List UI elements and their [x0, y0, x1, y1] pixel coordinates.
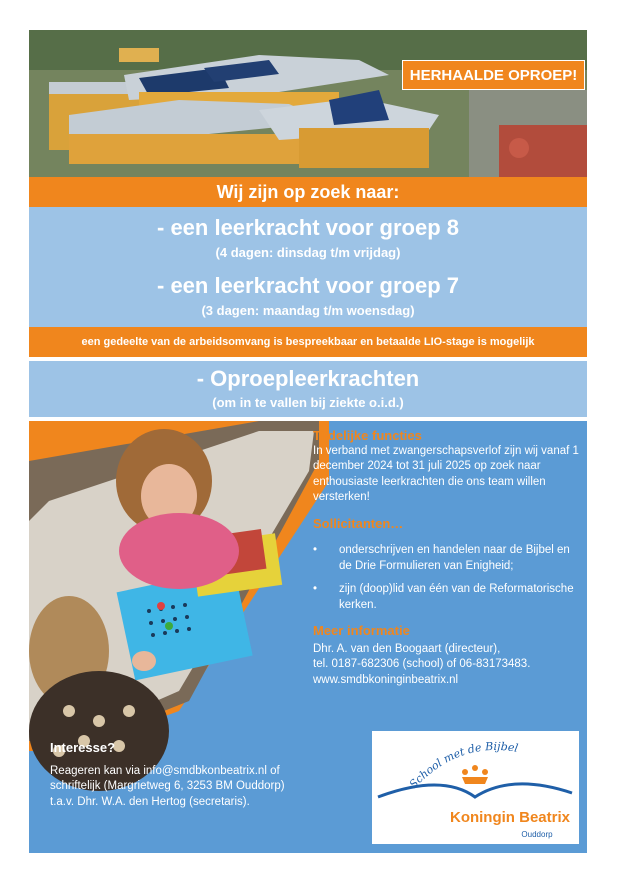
contact-phone: tel. 0187-682306 (school) of 06-83173483.: [313, 658, 531, 670]
looking-for-heading: Wij zijn op zoek naar:: [29, 177, 587, 207]
position-subtitle: (3 dagen: maandag t/m woensdag): [201, 303, 415, 318]
oproep-subtitle: (om in te vallen bij ziekte o.i.d.): [212, 395, 404, 410]
info-column: [313, 428, 581, 688]
logo-arc-text: School met de Bijbel: [406, 739, 520, 791]
requirement-item: • onderschrijven en handelen naar de Bijbel en de Drie Formulieren van Enigheid;: [313, 543, 581, 574]
position-title: - een leerkracht voor groep 8: [157, 215, 459, 240]
website-link[interactable]: www.smdbkoninginbeatrix.nl: [313, 673, 459, 686]
school-aerial-photo: [29, 30, 587, 177]
notice-band: een gedeelte van de arbeidsomvang is bespreekbaar en betaalde LIO-stage is mogelijk: [29, 327, 587, 357]
book-icon: [378, 784, 572, 797]
logo-school-name: Koningin Beatrix: [449, 809, 571, 826]
tijdelijk-heading: Tijdelijke functies: [313, 428, 422, 443]
vacancy-poster: [29, 30, 587, 853]
positions-band: [29, 207, 587, 327]
position-subtitle: (4 dagen: dinsdag t/m vrijdag): [215, 245, 401, 260]
logo-place: Ouddorp: [521, 830, 553, 839]
sollicitanten-heading: Sollicitanten…: [313, 515, 404, 531]
oproep-band: [29, 361, 587, 417]
interesse-heading: Interesse?: [50, 740, 116, 755]
logo-graphic: [372, 731, 579, 844]
oproep-title: - Oproepleerkrachten: [196, 366, 420, 391]
contact-director: Dhr. A. van den Boogaart (directeur),: [313, 642, 501, 655]
interesse-address: schriftelijk (Margrietweg 6, 3253 BM Ouddorp): [50, 780, 285, 792]
crown-icon: [462, 765, 488, 784]
school-logo: [372, 731, 579, 844]
interesse-secretary: t.a.v. Dhr. W.A. den Hertog (secretaris).: [50, 795, 250, 808]
school-building-illustration: [29, 30, 587, 177]
requirement-item: • zijn (doop)lid van één van de Reformatorische kerken.: [313, 582, 581, 613]
repeat-call-tag: HERHAALDE OPROEP!: [402, 60, 585, 90]
meer-info-heading: Meer informatie: [313, 623, 410, 638]
tijdelijk-text: In verband met zwangerschapsverlof zijn wij vanaf 1 december 2024 tot 31 juli 2025 op zoek naar enthousiaste leerkrachten die ons team willen versterken!: [313, 444, 579, 503]
position-title: - een leerkracht voor groep 7: [157, 273, 459, 298]
interesse-email: Reageren kan via info@smdbkonbeatrix.nl of: [50, 764, 280, 777]
interesse-block: [50, 740, 340, 810]
